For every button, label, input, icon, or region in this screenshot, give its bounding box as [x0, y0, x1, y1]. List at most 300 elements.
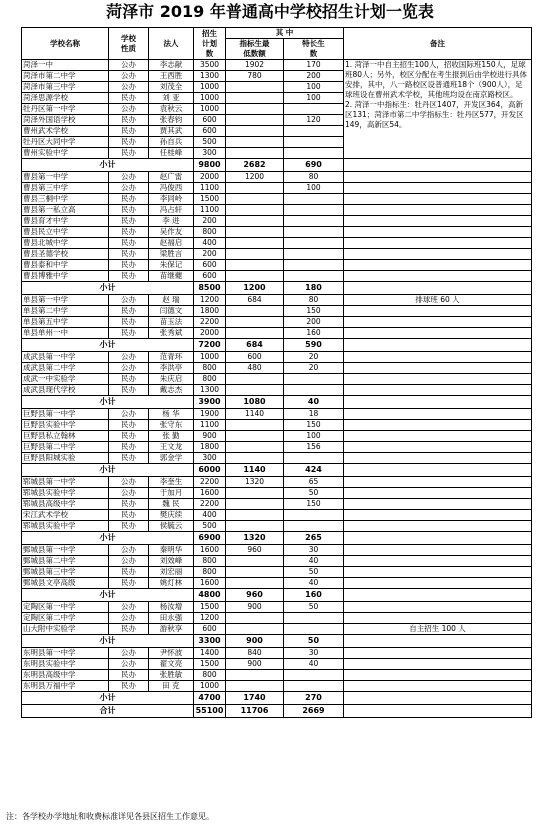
school-type-cell: 民办 [109, 521, 149, 532]
school-type-cell: 公办 [109, 352, 149, 363]
school-type-cell: 民办 [109, 249, 149, 260]
quota-min-cell [226, 227, 284, 238]
school-type-cell: 民办 [109, 317, 149, 328]
quota-min-cell [226, 104, 284, 115]
legal-person-cell: 闫德文 [149, 306, 194, 317]
table-row [22, 249, 532, 260]
plan-count-cell: 400 [194, 510, 226, 521]
quota-min-cell [226, 317, 284, 328]
school-type-cell: 民办 [109, 578, 149, 589]
school-type-cell: 公办 [109, 488, 149, 499]
school-type-cell: 公办 [109, 295, 149, 306]
table-row [22, 295, 532, 306]
quota-min-cell [226, 238, 284, 249]
school-name-cell: 成武一中实验学 [22, 374, 109, 385]
school-type-cell: 民办 [109, 442, 149, 453]
legal-person-cell: 秦明华 [149, 545, 194, 556]
plan-count-cell: 1000 [194, 352, 226, 363]
school-type-cell: 公办 [109, 82, 149, 93]
subtotal-row [22, 532, 532, 545]
plan-count-cell: 1800 [194, 442, 226, 453]
table-row [22, 648, 532, 659]
quota-min-cell: 840 [226, 648, 284, 659]
plan-count-cell: 3500 [194, 60, 226, 71]
special-count-cell [284, 216, 344, 227]
school-type-cell: 民办 [109, 681, 149, 692]
plan-count-cell: 2200 [194, 317, 226, 328]
table-row [22, 328, 532, 339]
special-count-cell: 150 [284, 420, 344, 431]
plan-count-cell: 600 [194, 271, 226, 282]
quota-min-cell [226, 249, 284, 260]
school-name-cell: 曹县育才中学 [22, 216, 109, 227]
table-row [22, 670, 532, 681]
special-count-cell: 100 [284, 183, 344, 194]
subtotal-remark [344, 635, 532, 648]
subtotal-label: 小计 [22, 464, 194, 477]
quota-min-cell [226, 374, 284, 385]
subtotal-remark [344, 339, 532, 352]
remark-cell [344, 431, 532, 442]
school-name-cell: 曹县北城中学 [22, 238, 109, 249]
header-school-type: 学校 性质 [109, 28, 149, 60]
special-count-cell: 80 [284, 295, 344, 306]
quota-min-cell [226, 82, 284, 93]
plan-count-cell: 400 [194, 238, 226, 249]
quota-min-cell [226, 488, 284, 499]
subtotal-row [22, 282, 532, 295]
subtotal-plan: 3900 [194, 396, 226, 409]
total-row [22, 705, 532, 718]
special-count-cell: 20 [284, 352, 344, 363]
subtotal-quota: 2682 [226, 159, 284, 172]
school-name-cell: 东明县高级中学 [22, 670, 109, 681]
table-row [22, 499, 532, 510]
plan-count-cell: 500 [194, 137, 226, 148]
school-name-cell: 定陶区第一中学 [22, 602, 109, 613]
plan-count-cell: 600 [194, 624, 226, 635]
subtotal-remark [344, 282, 532, 295]
subtotal-row [22, 396, 532, 409]
remark-cell [344, 374, 532, 385]
quota-min-cell [226, 578, 284, 589]
school-name-cell: 巨野县第二中学 [22, 442, 109, 453]
plan-count-cell: 600 [194, 126, 226, 137]
table-body [22, 60, 532, 718]
subtotal-label: 小计 [22, 532, 194, 545]
school-type-cell: 公办 [109, 477, 149, 488]
school-type-cell: 民办 [109, 93, 149, 104]
table-row [22, 659, 532, 670]
subtotal-label: 小计 [22, 396, 194, 409]
table-row [22, 681, 532, 692]
school-type-cell: 公办 [109, 613, 149, 624]
remark-cell: 排球班 60 人 [344, 295, 532, 306]
special-count-cell [284, 148, 344, 159]
legal-person-cell: 刘 亚 [149, 93, 194, 104]
legal-person-cell: 苗继夔 [149, 271, 194, 282]
table-row [22, 183, 532, 194]
legal-person-cell: 赵 瑞 [149, 295, 194, 306]
remark-cell [344, 648, 532, 659]
quota-min-cell [226, 670, 284, 681]
subtotal-plan: 4800 [194, 589, 226, 602]
subtotal-quota: 1740 [226, 692, 284, 705]
remark-cell [344, 659, 532, 670]
table-row [22, 172, 532, 183]
legal-person-cell: 田 克 [149, 681, 194, 692]
quota-min-cell [226, 510, 284, 521]
subtotal-quota: 1320 [226, 532, 284, 545]
legal-person-cell: 李同岭 [149, 194, 194, 205]
special-count-cell: 20 [284, 363, 344, 374]
table-row [22, 453, 532, 464]
quota-min-cell [226, 567, 284, 578]
legal-person-cell: 梁胜言 [149, 249, 194, 260]
school-name-cell: 单县单州一中 [22, 328, 109, 339]
school-name-cell: 定陶区第二中学 [22, 613, 109, 624]
legal-person-cell: 李奎生 [149, 477, 194, 488]
school-type-cell: 民办 [109, 126, 149, 137]
table-row [22, 227, 532, 238]
school-type-cell: 民办 [109, 624, 149, 635]
subtotal-row [22, 692, 532, 705]
header-school-name: 学校名称 [22, 28, 109, 60]
legal-person-cell: 冯俊西 [149, 183, 194, 194]
school-type-cell: 民办 [109, 137, 149, 148]
special-count-cell [284, 260, 344, 271]
quota-min-cell [226, 216, 284, 227]
school-type-cell: 公办 [109, 545, 149, 556]
school-type-cell: 公办 [109, 556, 149, 567]
plan-count-cell: 2200 [194, 499, 226, 510]
school-name-cell: 曹州实验中学 [22, 148, 109, 159]
legal-person-cell: 翟文亮 [149, 659, 194, 670]
subtotal-special: 50 [284, 635, 344, 648]
plan-count-cell: 1100 [194, 205, 226, 216]
quota-min-cell [226, 271, 284, 282]
school-name-cell: 巨野县第一中学 [22, 409, 109, 420]
school-type-cell: 民办 [109, 260, 149, 271]
school-name-cell: 曹县三桐中学 [22, 194, 109, 205]
special-count-cell: 30 [284, 545, 344, 556]
remark-cell [344, 521, 532, 532]
special-count-cell [284, 205, 344, 216]
quota-min-cell: 600 [226, 352, 284, 363]
subtotal-plan: 7200 [194, 339, 226, 352]
plan-count-cell: 500 [194, 521, 226, 532]
school-name-cell: 曹县第一私立高 [22, 205, 109, 216]
table-row [22, 306, 532, 317]
table-row [22, 317, 532, 328]
special-count-cell [284, 613, 344, 624]
school-type-cell: 民办 [109, 238, 149, 249]
quota-min-cell [226, 183, 284, 194]
subtotal-plan: 6000 [194, 464, 226, 477]
plan-count-cell: 1900 [194, 409, 226, 420]
header-quota-min: 指标生最 低数额 [226, 39, 284, 60]
plan-count-cell: 1300 [194, 71, 226, 82]
table-row [22, 431, 532, 442]
subtotal-label: 小计 [22, 159, 194, 172]
table-row [22, 521, 532, 532]
quota-min-cell [226, 556, 284, 567]
plan-count-cell: 800 [194, 567, 226, 578]
table-row [22, 545, 532, 556]
quota-min-cell: 1200 [226, 172, 284, 183]
legal-person-cell: 任桂峰 [149, 148, 194, 159]
quota-min-cell: 900 [226, 602, 284, 613]
quota-min-cell [226, 499, 284, 510]
remark-cell [344, 194, 532, 205]
legal-person-cell: 尹怀波 [149, 648, 194, 659]
legal-person-cell: 朱庆启 [149, 374, 194, 385]
table-row [22, 205, 532, 216]
enrollment-table [21, 27, 532, 718]
quota-min-cell [226, 126, 284, 137]
school-name-cell: 曹县圣德学校 [22, 249, 109, 260]
remark-cell [344, 183, 532, 194]
school-name-cell: 单县第五中学 [22, 317, 109, 328]
plan-count-cell: 2000 [194, 172, 226, 183]
legal-person-cell: 范青环 [149, 352, 194, 363]
plan-count-cell: 1000 [194, 93, 226, 104]
special-count-cell: 120 [284, 115, 344, 126]
school-type-cell: 民办 [109, 499, 149, 510]
plan-count-cell: 2000 [194, 328, 226, 339]
plan-count-cell: 1200 [194, 295, 226, 306]
page-title: 菏泽市 2019 年普通高中学校招生计划一览表 [106, 2, 434, 21]
total-plan: 55100 [194, 705, 226, 718]
legal-person-cell: 田永强 [149, 613, 194, 624]
remark-cell [344, 602, 532, 613]
special-count-cell [284, 374, 344, 385]
plan-count-cell: 1500 [194, 194, 226, 205]
quota-min-cell: 1320 [226, 477, 284, 488]
plan-count-cell: 1000 [194, 82, 226, 93]
quota-min-cell [226, 194, 284, 205]
plan-count-cell: 1300 [194, 385, 226, 396]
school-type-cell: 民办 [109, 328, 149, 339]
plan-count-cell: 1200 [194, 613, 226, 624]
school-type-cell: 民办 [109, 374, 149, 385]
subtotal-label: 小计 [22, 282, 194, 295]
legal-person-cell: 刘茂全 [149, 82, 194, 93]
total-label: 合计 [22, 705, 194, 718]
quota-min-cell [226, 442, 284, 453]
plan-count-cell: 1600 [194, 578, 226, 589]
subtotal-remark [344, 692, 532, 705]
remark-cell [344, 249, 532, 260]
school-name-cell: 鄄城县第三中学 [22, 567, 109, 578]
subtotal-label: 小计 [22, 339, 194, 352]
quota-min-cell [226, 137, 284, 148]
school-name-cell: 郓城县实验中学 [22, 521, 109, 532]
remark-cell [344, 545, 532, 556]
school-name-cell: 宋江武术学校 [22, 510, 109, 521]
special-count-cell [284, 385, 344, 396]
remark-cell [344, 216, 532, 227]
school-name-cell: 曹县第一中学 [22, 172, 109, 183]
table-row [22, 556, 532, 567]
table-row [22, 352, 532, 363]
subtotal-special: 180 [284, 282, 344, 295]
special-count-cell [284, 137, 344, 148]
remark-cell [344, 363, 532, 374]
table-row [22, 602, 532, 613]
legal-person-cell: 游秋享 [149, 624, 194, 635]
quota-min-cell: 960 [226, 545, 284, 556]
special-count-cell: 40 [284, 578, 344, 589]
legal-person-cell: 冯占轩 [149, 205, 194, 216]
special-count-cell [284, 271, 344, 282]
subtotal-remark [344, 532, 532, 545]
plan-count-cell: 600 [194, 115, 226, 126]
plan-count-cell: 600 [194, 260, 226, 271]
school-name-cell: 郓城县第一中学 [22, 477, 109, 488]
school-type-cell: 公办 [109, 602, 149, 613]
subtotal-quota: 900 [226, 635, 284, 648]
special-count-cell: 200 [284, 317, 344, 328]
table-row [22, 271, 532, 282]
special-count-cell: 200 [284, 71, 344, 82]
special-count-cell: 18 [284, 409, 344, 420]
remark-cell [344, 477, 532, 488]
legal-person-cell: 姚灯林 [149, 578, 194, 589]
school-name-cell: 牡丹区大同中学 [22, 137, 109, 148]
school-type-cell: 公办 [109, 71, 149, 82]
legal-person-cell: 王文龙 [149, 442, 194, 453]
quota-min-cell: 480 [226, 363, 284, 374]
quota-min-cell [226, 205, 284, 216]
legal-person-cell: 杨 华 [149, 409, 194, 420]
plan-count-cell: 900 [194, 431, 226, 442]
subtotal-remark [344, 464, 532, 477]
remark-cell [344, 306, 532, 317]
legal-person-cell: 于加月 [149, 488, 194, 499]
remark-cell [344, 260, 532, 271]
special-count-cell: 40 [284, 659, 344, 670]
legal-person-cell: 刘宏丽 [149, 567, 194, 578]
subtotal-plan: 4700 [194, 692, 226, 705]
remark-cell [344, 420, 532, 431]
header-legal-person: 法人 [149, 28, 194, 60]
subtotal-plan: 9800 [194, 159, 226, 172]
remark-cell [344, 172, 532, 183]
legal-person-cell: 刘效峰 [149, 556, 194, 567]
quota-min-cell: 684 [226, 295, 284, 306]
table-row [22, 409, 532, 420]
school-type-cell: 民办 [109, 670, 149, 681]
plan-count-cell: 1000 [194, 681, 226, 692]
plan-count-cell: 800 [194, 556, 226, 567]
special-count-cell: 40 [284, 556, 344, 567]
table-row [22, 385, 532, 396]
table-row [22, 578, 532, 589]
quota-min-cell [226, 260, 284, 271]
school-type-cell: 公办 [109, 648, 149, 659]
remark-cell [344, 271, 532, 282]
special-count-cell [284, 510, 344, 521]
quota-min-cell [226, 453, 284, 464]
legal-person-cell: 王西胜 [149, 71, 194, 82]
school-type-cell: 公办 [109, 659, 149, 670]
subtotal-row [22, 339, 532, 352]
table-row [22, 60, 532, 71]
subtotal-row [22, 589, 532, 602]
subtotal-special: 690 [284, 159, 344, 172]
school-name-cell: 菏泽一中 [22, 60, 109, 71]
plan-count-cell: 800 [194, 227, 226, 238]
legal-person-cell: 郭金学 [149, 453, 194, 464]
special-count-cell [284, 681, 344, 692]
subtotal-special: 590 [284, 339, 344, 352]
legal-person-cell: 魏 民 [149, 499, 194, 510]
special-count-cell [284, 521, 344, 532]
total-remark [344, 705, 532, 718]
subtotal-remark [344, 396, 532, 409]
remark-cell: 自主招生 100 人 [344, 624, 532, 635]
school-name-cell: 曹州武术学校 [22, 126, 109, 137]
subtotal-label: 小计 [22, 635, 194, 648]
school-type-cell: 民办 [109, 510, 149, 521]
special-count-cell [284, 453, 344, 464]
plan-count-cell: 1800 [194, 306, 226, 317]
legal-person-cell: 张胜敏 [149, 670, 194, 681]
table-row [22, 216, 532, 227]
plan-count-cell: 1000 [194, 104, 226, 115]
table-row [22, 477, 532, 488]
subtotal-remark [344, 159, 532, 172]
remark-cell [344, 556, 532, 567]
subtotal-label: 小计 [22, 692, 194, 705]
special-count-cell: 50 [284, 602, 344, 613]
special-count-cell [284, 104, 344, 115]
school-type-cell: 公办 [109, 183, 149, 194]
remark-cell [344, 499, 532, 510]
school-type-cell: 公办 [109, 409, 149, 420]
subtotal-remark [344, 589, 532, 602]
school-name-cell: 郓城县高级中学 [22, 499, 109, 510]
subtotal-special: 265 [284, 532, 344, 545]
quota-min-cell [226, 306, 284, 317]
remark-cell [344, 205, 532, 216]
remark-cell [344, 317, 532, 328]
header-special: 特长生 数 [284, 39, 344, 60]
quota-min-cell [226, 93, 284, 104]
school-type-cell: 民办 [109, 385, 149, 396]
legal-person-cell: 侯毓云 [149, 521, 194, 532]
school-type-cell: 民办 [109, 115, 149, 126]
plan-count-cell: 300 [194, 148, 226, 159]
plan-count-cell: 800 [194, 374, 226, 385]
remark-cell [344, 352, 532, 363]
table-row [22, 488, 532, 499]
plan-count-cell: 1400 [194, 648, 226, 659]
legal-person-cell: 杨汝增 [149, 602, 194, 613]
special-count-cell: 156 [284, 442, 344, 453]
header-plan-count: 招生 计划 数 [194, 28, 226, 60]
plan-count-cell: 1500 [194, 602, 226, 613]
subtotal-special: 270 [284, 692, 344, 705]
table-row [22, 363, 532, 374]
school-type-cell: 民办 [109, 148, 149, 159]
special-count-cell: 50 [284, 567, 344, 578]
quota-min-cell: 900 [226, 659, 284, 670]
subtotal-quota: 1140 [226, 464, 284, 477]
legal-person-cell: 赵广雷 [149, 172, 194, 183]
legal-person-cell: 张秀斌 [149, 328, 194, 339]
